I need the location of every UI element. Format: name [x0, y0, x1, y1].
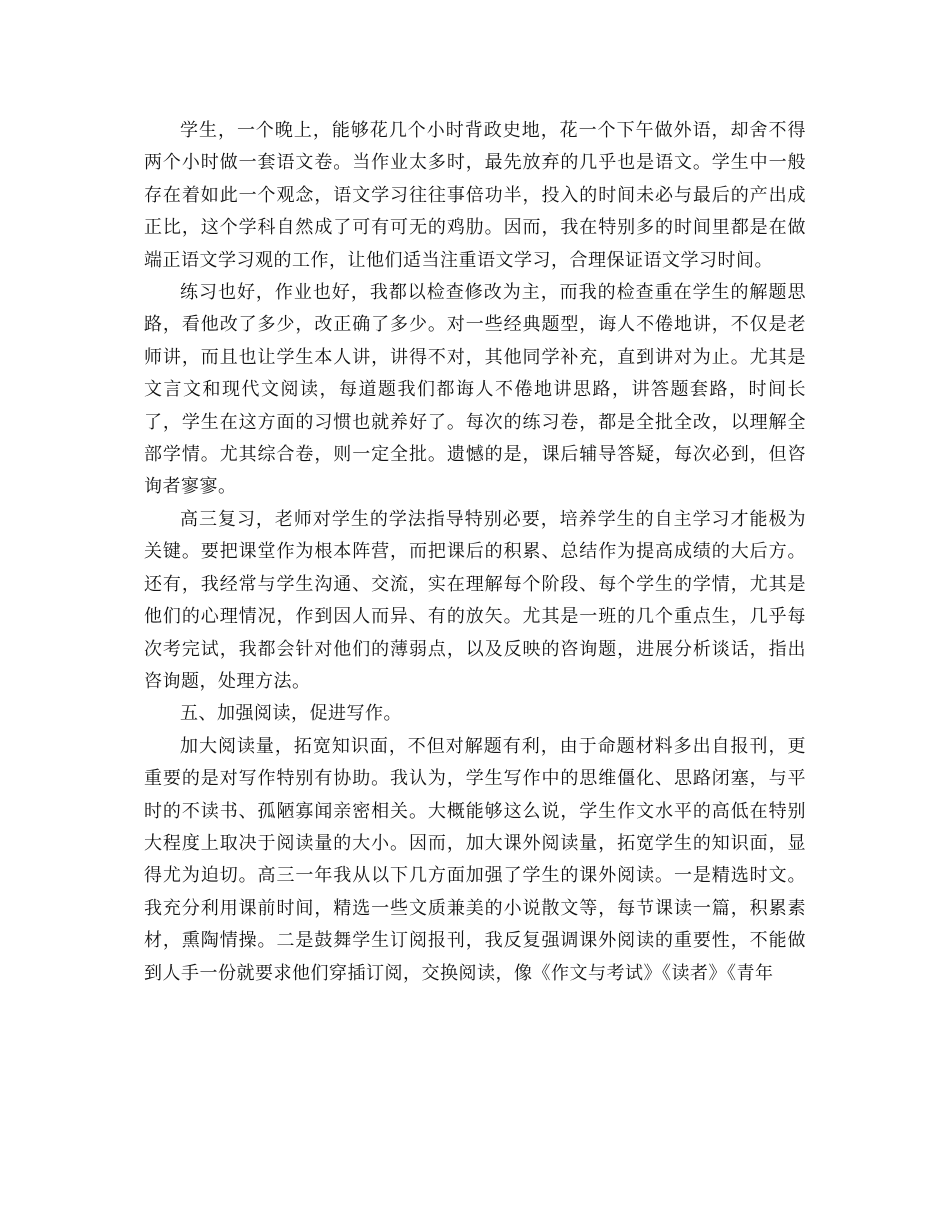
paragraph-3: 高三复习，老师对学生的学法指导特别必要，培养学生的自主学习才能极为关键。要把课堂作为根本阵营，而把课后的积累、总结作为提高成绩的大后方。还有，我经常与学生沟通、交流，实在理解每个阶段、每个学生的学情，尤其是他们的心理情况，作到因人而异、有的放矢。尤其是一班的几个重点生，几乎每次考完试，我都会针对他们的薄弱点，以及反映的咨询题，进展分析谈话，指出咨询题，处理方法。: [144, 508, 806, 692]
paragraph-1: 学生，一个晚上，能够花几个小时背政史地，花一个下午做外语，却舍不得两个小时做一套语文卷。当作业太多时，最先放弃的几乎也是语文。学生中一般存在着如此一个观念，语文学习往往事倍功半，投入的时间未必与最后的产出成正比，这个学科自然成了可有可无的鸡肋。因而，我在特别多的时间里都是在做端正语文学习观的工作，让他们适当注重语文学习，合理保证语文学习时间。: [144, 120, 806, 271]
section-heading: 五、加强阅读，促进写作。: [180, 703, 402, 725]
document-body: [144, 115, 806, 990]
paragraph-2: 练习也好，作业也好，我都以检查修改为主，而我的检查重在学生的解题思路，看他改了多少，改正确了多少。对一些经典题型，诲人不倦地讲，不仅是老师讲，而且也让学生本人讲，讲得不对，其他同学补充，直到讲对为止。尤其是文言文和现代文阅读，每道题我们都诲人不倦地讲思路，讲答题套路，时间长了，学生在这方面的习惯也就养好了。每次的练习卷，都是全批全改，以理解全部学情。尤其综合卷，则一定全批。遗憾的是，课后辅导答疑，每次必到，但咨询者寥寥。: [144, 282, 806, 498]
paragraph-4: 加大阅读量，拓宽知识面，不但对解题有利，由于命题材料多出自报刊，更重要的是对写作特别有协助。我认为，学生写作中的思维僵化、思路闭塞，与平时的不读书、孤陋寡闻亲密相关。大概能够这么说，学生作文水平的高低在特别大程度上取决于阅读量的大小。因而，加大课外阅读量，拓宽学生的知识面，显得尤为迫切。高三一年我从以下几方面加强了学生的课外阅读。一是精选时文。我充分利用课前时间，精选一些文质兼美的小说散文等，每节课读一篇，积累素材，熏陶情操。二是鼓舞学生订阅报刊，我反复强调课外阅读的重要性，不能做到人手一份就要求他们穿插订阅，交换阅读，像《作文与考试》《读者》《青年: [144, 735, 806, 984]
